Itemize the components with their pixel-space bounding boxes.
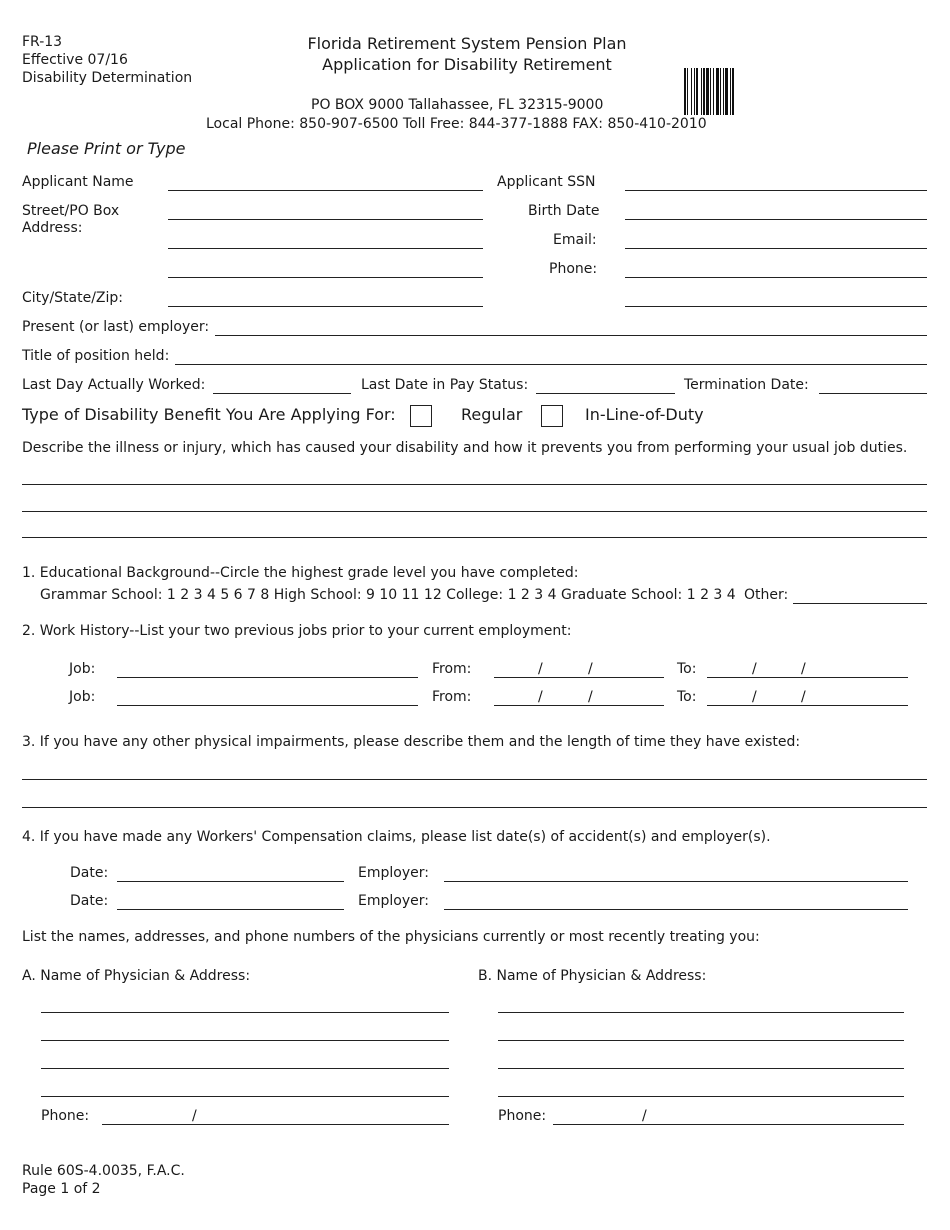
job-2-to-field[interactable] (707, 705, 908, 706)
physician-a-line[interactable] (41, 1068, 449, 1069)
physician-b-line[interactable] (498, 1040, 904, 1041)
city-state-zip-label: City/State/Zip: (22, 290, 124, 306)
address-line-3[interactable] (168, 277, 483, 278)
date-label: Date: (70, 865, 109, 881)
benefit-type-label: Type of Disability Benefit You Are Applying For: (22, 405, 396, 424)
physician-b-line[interactable] (498, 1096, 904, 1097)
describe-line[interactable] (22, 511, 927, 512)
form-title-line2: Application for Disability Retirement (322, 55, 612, 74)
phone-slash: / (192, 1108, 197, 1124)
physician-b-line[interactable] (498, 1068, 904, 1069)
physician-a-line[interactable] (41, 1096, 449, 1097)
other-label: Other: (744, 587, 789, 603)
claim-employer-label: Employer: (358, 865, 429, 881)
pay-status-field[interactable] (536, 393, 675, 394)
from-label: From: (432, 661, 472, 677)
form-id: FR-13 (22, 34, 63, 50)
claim-date-2-field[interactable] (117, 909, 344, 910)
physicians-prompt: List the names, addresses, and phone numbers of the physicians currently or most recently treating you: (22, 929, 760, 945)
applicant-name-field[interactable] (168, 190, 483, 191)
page-number: Page 1 of 2 (22, 1181, 101, 1197)
physician-a-phone-label: Phone: (41, 1108, 90, 1124)
physician-b-line[interactable] (498, 1012, 904, 1013)
phone-label: Phone: (549, 261, 598, 277)
phone-slash: / (642, 1108, 647, 1124)
employer-field[interactable] (215, 335, 927, 336)
date-slash: / (801, 689, 806, 705)
email-field[interactable] (625, 248, 927, 249)
form-category: Disability Determination (22, 70, 193, 86)
rule-reference: Rule 60S-4.0035, F.A.C. (22, 1163, 185, 1179)
job-1-to-field[interactable] (707, 677, 908, 678)
address-line-2[interactable] (168, 248, 483, 249)
birth-date-field[interactable] (625, 219, 927, 220)
describe-prompt: Describe the illness or injury, which has caused your disability and how it prevents you from performing your usual job duties. (22, 440, 908, 456)
position-title-field[interactable] (175, 364, 927, 365)
q1-prompt: 1. Educational Background--Circle the highest grade level you have completed: (22, 565, 579, 581)
physician-a-line[interactable] (41, 1040, 449, 1041)
date-slash: / (588, 689, 593, 705)
job-1-field[interactable] (117, 677, 418, 678)
claim-date-1-field[interactable] (117, 881, 344, 882)
line-of-duty-option-label: In-Line-of-Duty (585, 405, 704, 424)
other-field[interactable] (793, 603, 927, 604)
date-slash: / (588, 661, 593, 677)
termination-date-field[interactable] (819, 393, 927, 394)
from-label: From: (432, 689, 472, 705)
grade-level-options[interactable]: Grammar School: 1 2 3 4 5 6 7 8 High School: 9 10 11 12 College: 1 2 3 4 Graduate School: 1 2 3 4 (40, 587, 736, 603)
birth-date-label: Birth Date (528, 203, 600, 219)
impairments-line[interactable] (22, 807, 927, 808)
job-2-from-field[interactable] (494, 705, 664, 706)
position-title-label: Title of position held: (22, 348, 170, 364)
to-label: To: (677, 689, 697, 705)
contact-numbers: Local Phone: 850-907-6500 Toll Free: 844-377-1888 FAX: 850-410-2010 (206, 116, 707, 132)
claim-employer-2-field[interactable] (444, 909, 908, 910)
date-label: Date: (70, 893, 109, 909)
barcode-icon (684, 68, 770, 115)
physician-b-phone-field[interactable] (553, 1124, 904, 1125)
regular-checkbox[interactable] (410, 405, 432, 427)
address-label: Address: (22, 220, 83, 236)
q4-prompt: 4. If you have made any Workers' Compensation claims, please list date(s) of accident(s) and employer(s). (22, 829, 771, 845)
job-label: Job: (69, 661, 96, 677)
applicant-name-label: Applicant Name (22, 174, 134, 190)
q2-prompt: 2. Work History--List your two previous jobs prior to your current employment: (22, 623, 572, 639)
q3-prompt: 3. If you have any other physical impairments, please describe them and the length of time they have existed: (22, 734, 801, 750)
to-label: To: (677, 661, 697, 677)
extra-contact-line[interactable] (625, 306, 927, 307)
last-day-worked-label: Last Day Actually Worked: (22, 377, 206, 393)
job-2-field[interactable] (117, 705, 418, 706)
termination-date-label: Termination Date: (684, 377, 809, 393)
claim-employer-label: Employer: (358, 893, 429, 909)
applicant-ssn-label: Applicant SSN (497, 174, 596, 190)
date-slash: / (752, 689, 757, 705)
city-state-zip-field[interactable] (168, 306, 483, 307)
applicant-ssn-field[interactable] (625, 190, 927, 191)
physician-a-label: A. Name of Physician & Address: (22, 968, 251, 984)
date-slash: / (801, 661, 806, 677)
form-title-line1: Florida Retirement System Pension Plan (307, 34, 627, 53)
job-label: Job: (69, 689, 96, 705)
street-label: Street/PO Box (22, 203, 120, 219)
job-1-from-field[interactable] (494, 677, 664, 678)
date-slash: / (752, 661, 757, 677)
employer-label: Present (or last) employer: (22, 319, 210, 335)
physician-a-line[interactable] (41, 1012, 449, 1013)
describe-line[interactable] (22, 484, 927, 485)
mailing-address: PO BOX 9000 Tallahassee, FL 32315-9000 (311, 97, 604, 113)
date-slash: / (538, 661, 543, 677)
line-of-duty-checkbox[interactable] (541, 405, 563, 427)
pay-status-label: Last Date in Pay Status: (361, 377, 529, 393)
last-day-worked-field[interactable] (213, 393, 351, 394)
date-slash: / (538, 689, 543, 705)
claim-employer-1-field[interactable] (444, 881, 908, 882)
physician-b-phone-label: Phone: (498, 1108, 547, 1124)
physician-b-label: B. Name of Physician & Address: (478, 968, 707, 984)
street-field[interactable] (168, 219, 483, 220)
email-label: Email: (553, 232, 597, 248)
effective-date: Effective 07/16 (22, 52, 128, 68)
phone-field[interactable] (625, 277, 927, 278)
impairments-line[interactable] (22, 779, 927, 780)
describe-line[interactable] (22, 537, 927, 538)
instruction-text: Please Print or Type (27, 139, 186, 158)
regular-option-label: Regular (461, 405, 523, 424)
physician-a-phone-field[interactable] (102, 1124, 449, 1125)
